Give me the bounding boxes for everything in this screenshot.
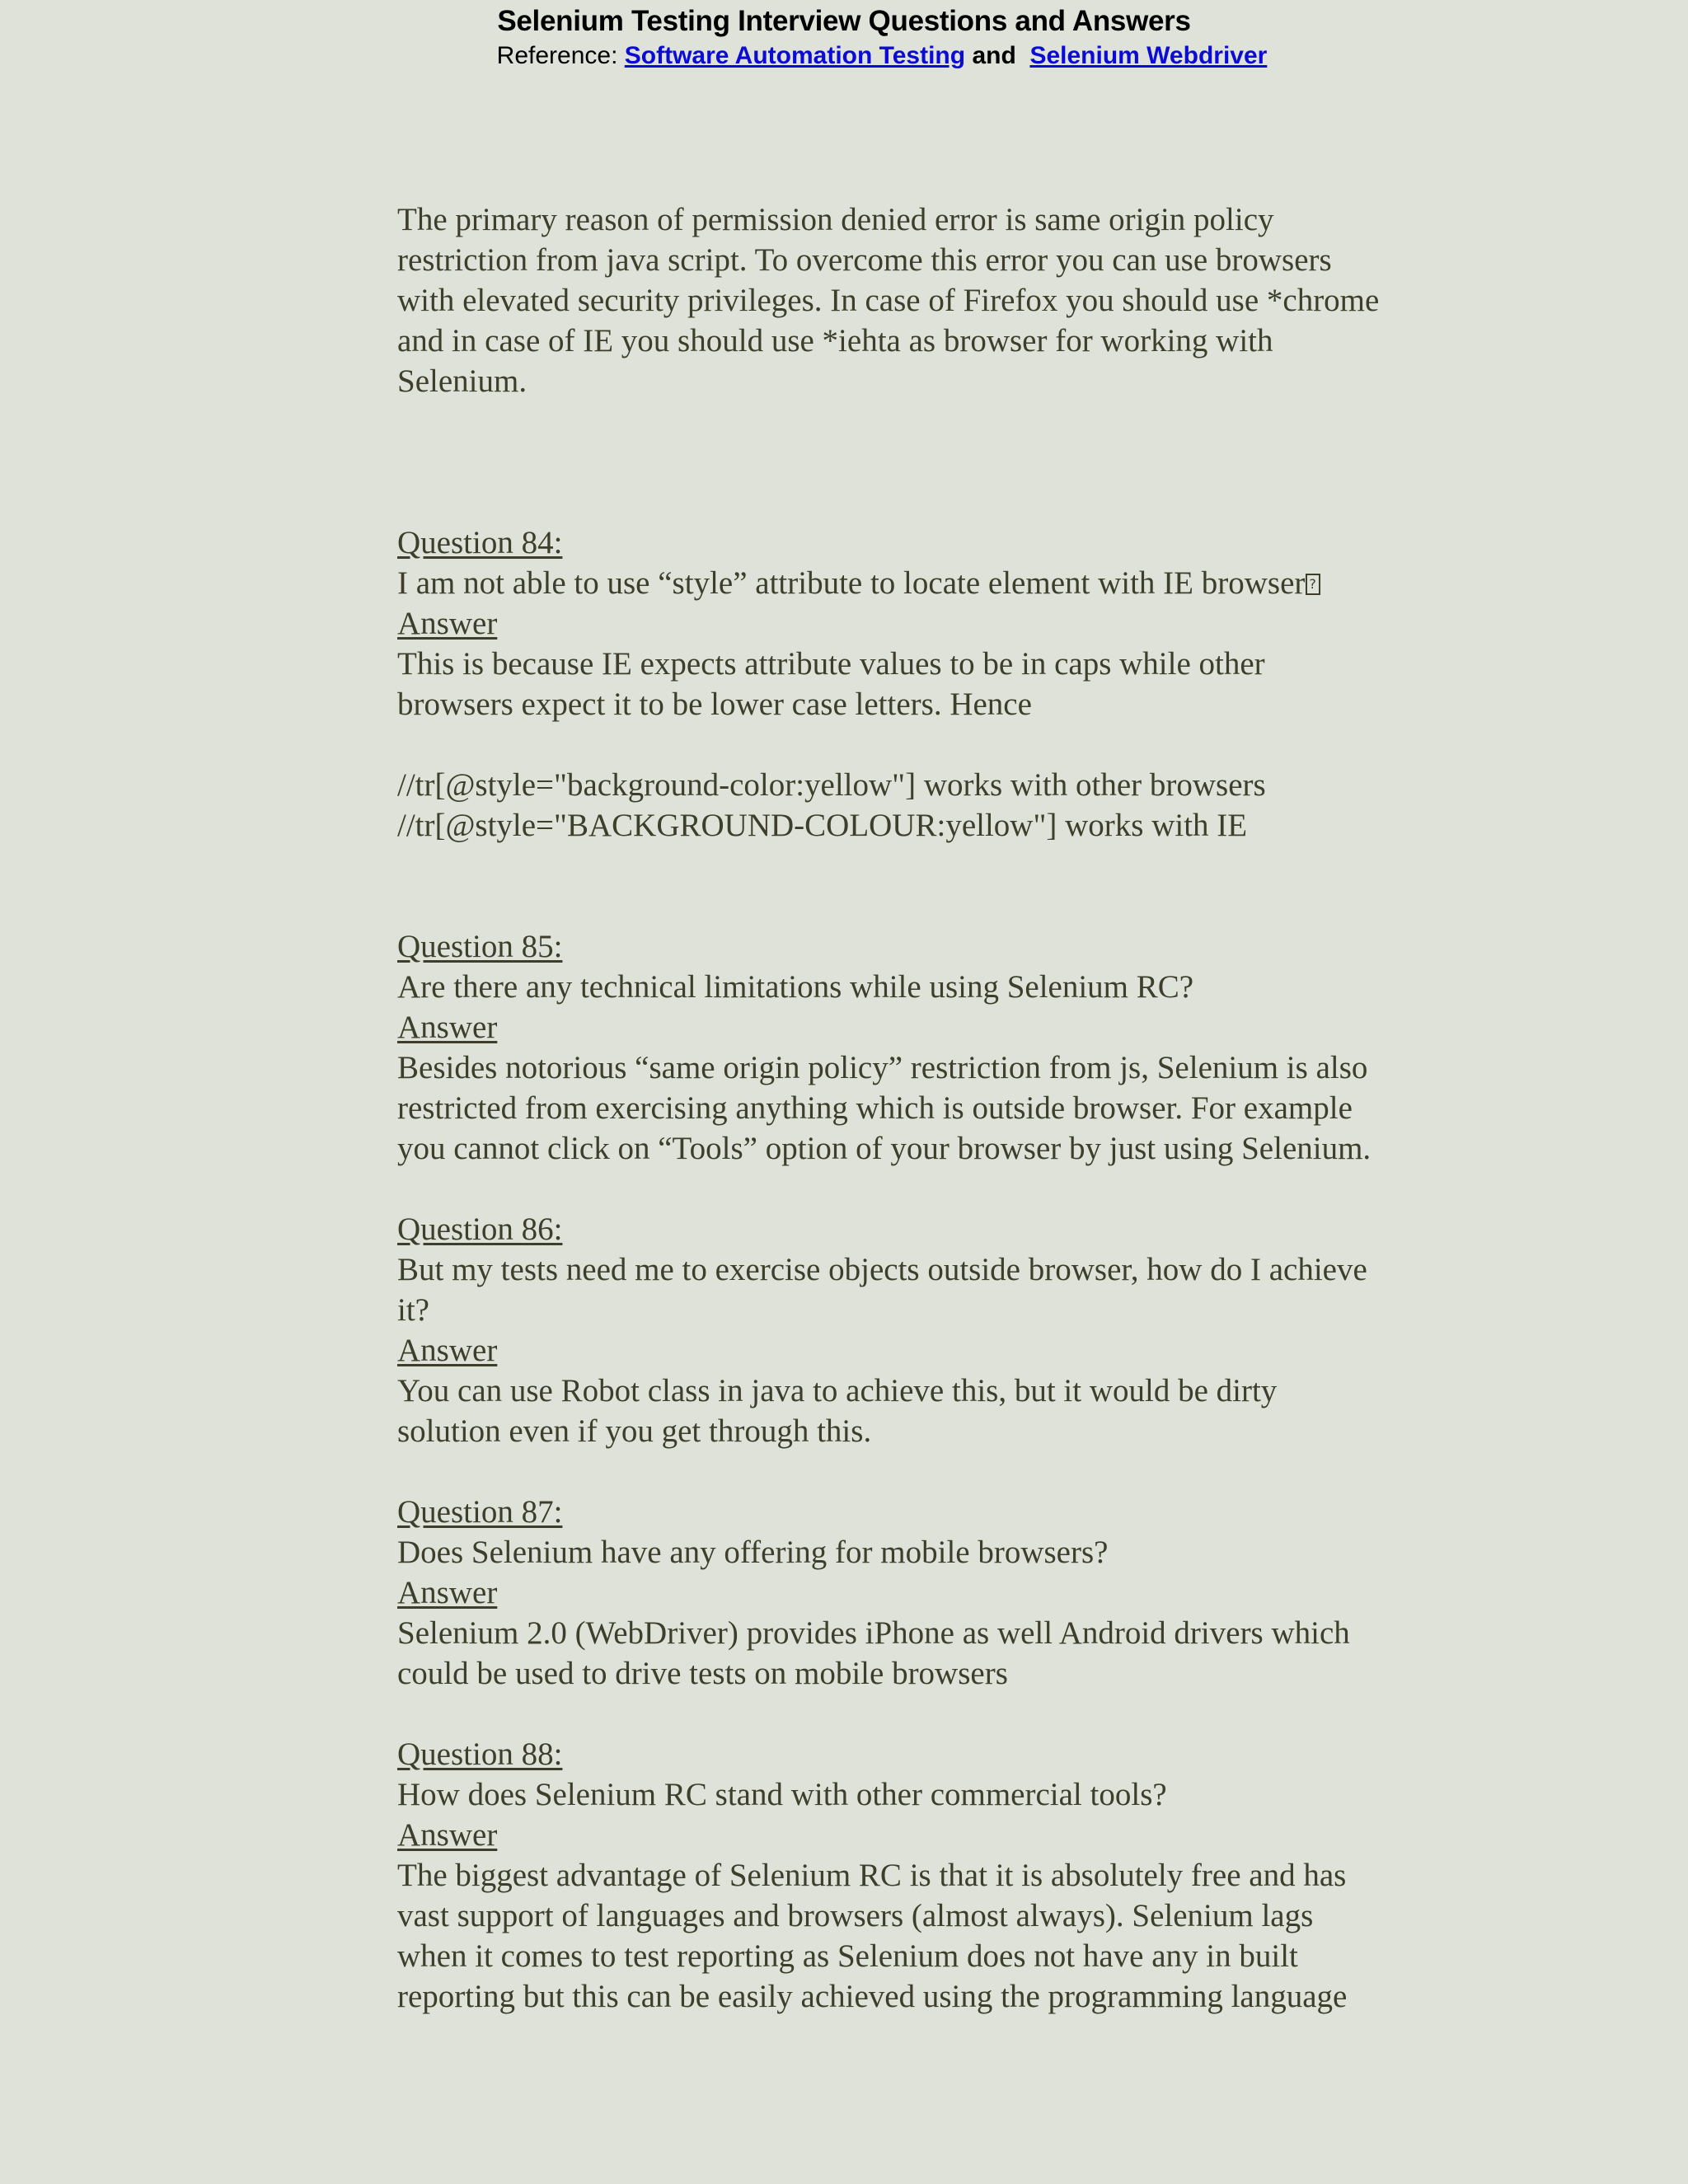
reference-line	[76, 40, 1688, 73]
answer-line: with elevated security privileges. In case of Firefox you should use *chrome	[397, 283, 1380, 318]
answer-line: The biggest advantage of Selenium RC is that it is absolutely free and has	[397, 1858, 1347, 1893]
answer-line: when it comes to test reporting as Selenium does not have any in built	[397, 1938, 1298, 1974]
missing-glyph-icon	[1306, 574, 1320, 595]
answer-line: Selenium.	[397, 363, 528, 399]
answer-heading: Answer	[397, 606, 498, 641]
question-text: Does Selenium have any offering for mobile browsers?	[397, 1535, 1109, 1570]
code-line: //tr[@style="BACKGROUND-COLOUR:yellow"] works with IE	[397, 808, 1248, 843]
reference-label: Reference:	[496, 42, 625, 69]
page-header	[0, 3, 1688, 73]
answer-line: restricted from exercising anything which is outside browser. For example	[397, 1090, 1353, 1126]
answer-heading: Answer	[397, 1575, 498, 1610]
question-heading: Question 86:	[397, 1212, 563, 1247]
answer-line: Besides notorious “same origin policy” restriction from js, Selenium is also	[397, 1050, 1368, 1085]
answer-line: vast support of languages and browsers (almost always). Selenium lags	[397, 1898, 1314, 1933]
question-86	[397, 1209, 1485, 1451]
reference-and-text: and	[972, 42, 1016, 69]
question-text	[397, 563, 1485, 603]
selenium-webdriver-link[interactable]: Selenium Webdriver	[1029, 42, 1268, 69]
answer-heading: Answer	[397, 1817, 498, 1853]
question-text-content: I am not able to use “style” attribute to locate element with IE browser	[397, 565, 1306, 601]
answer-line: reporting but this can be easily achieved using the programming language	[397, 1979, 1348, 2014]
answer-line: restriction from java script. To overcome this error you can use browsers	[397, 242, 1332, 278]
answer-heading: Answer	[397, 1010, 498, 1045]
answer-line: Selenium 2.0 (WebDriver) provides iPhone as well Android drivers which	[397, 1615, 1350, 1651]
question-heading: Question 87:	[397, 1494, 563, 1530]
answer-line: You can use Robot class in java to achieve this, but it would be dirty	[397, 1373, 1278, 1408]
code-line: //tr[@style="background-color:yellow"] works with other browsers	[397, 767, 1266, 803]
answer-line: you cannot click on “Tools” option of your browser by just using Selenium.	[397, 1131, 1372, 1166]
question-heading: Question 85:	[397, 929, 563, 964]
question-84	[397, 523, 1485, 846]
question-text: But my tests need me to exercise objects outside browser, how do I achieve	[397, 1252, 1367, 1287]
answer-line: solution even if you get through this.	[397, 1413, 872, 1449]
question-text: it?	[397, 1292, 429, 1328]
question-heading: Question 88:	[397, 1736, 563, 1772]
question-87	[397, 1492, 1485, 1694]
question-85	[397, 926, 1485, 1169]
answer-line: and in case of IE you should use *iehta as browser for working with	[397, 323, 1273, 359]
answer-line: could be used to drive tests on mobile browsers	[397, 1656, 1008, 1691]
intro-answer	[397, 199, 1485, 401]
question-text: How does Selenium RC stand with other commercial tools?	[397, 1777, 1167, 1812]
answer-line: browsers expect it to be lower case letters. Hence	[397, 687, 1032, 722]
document-body	[397, 199, 1485, 2017]
answer-line: The primary reason of permission denied error is same origin policy	[397, 202, 1274, 237]
answer-heading: Answer	[397, 1333, 498, 1368]
question-heading: Question 84:	[397, 525, 563, 560]
software-automation-testing-link[interactable]: Software Automation Testing	[624, 42, 966, 69]
question-text: Are there any technical limitations while using Selenium RC?	[397, 969, 1194, 1005]
answer-line: This is because IE expects attribute values to be in caps while other	[397, 646, 1265, 682]
question-88	[397, 1734, 1485, 2017]
page-title: Selenium Testing Interview Questions and Answers	[497, 5, 1191, 37]
